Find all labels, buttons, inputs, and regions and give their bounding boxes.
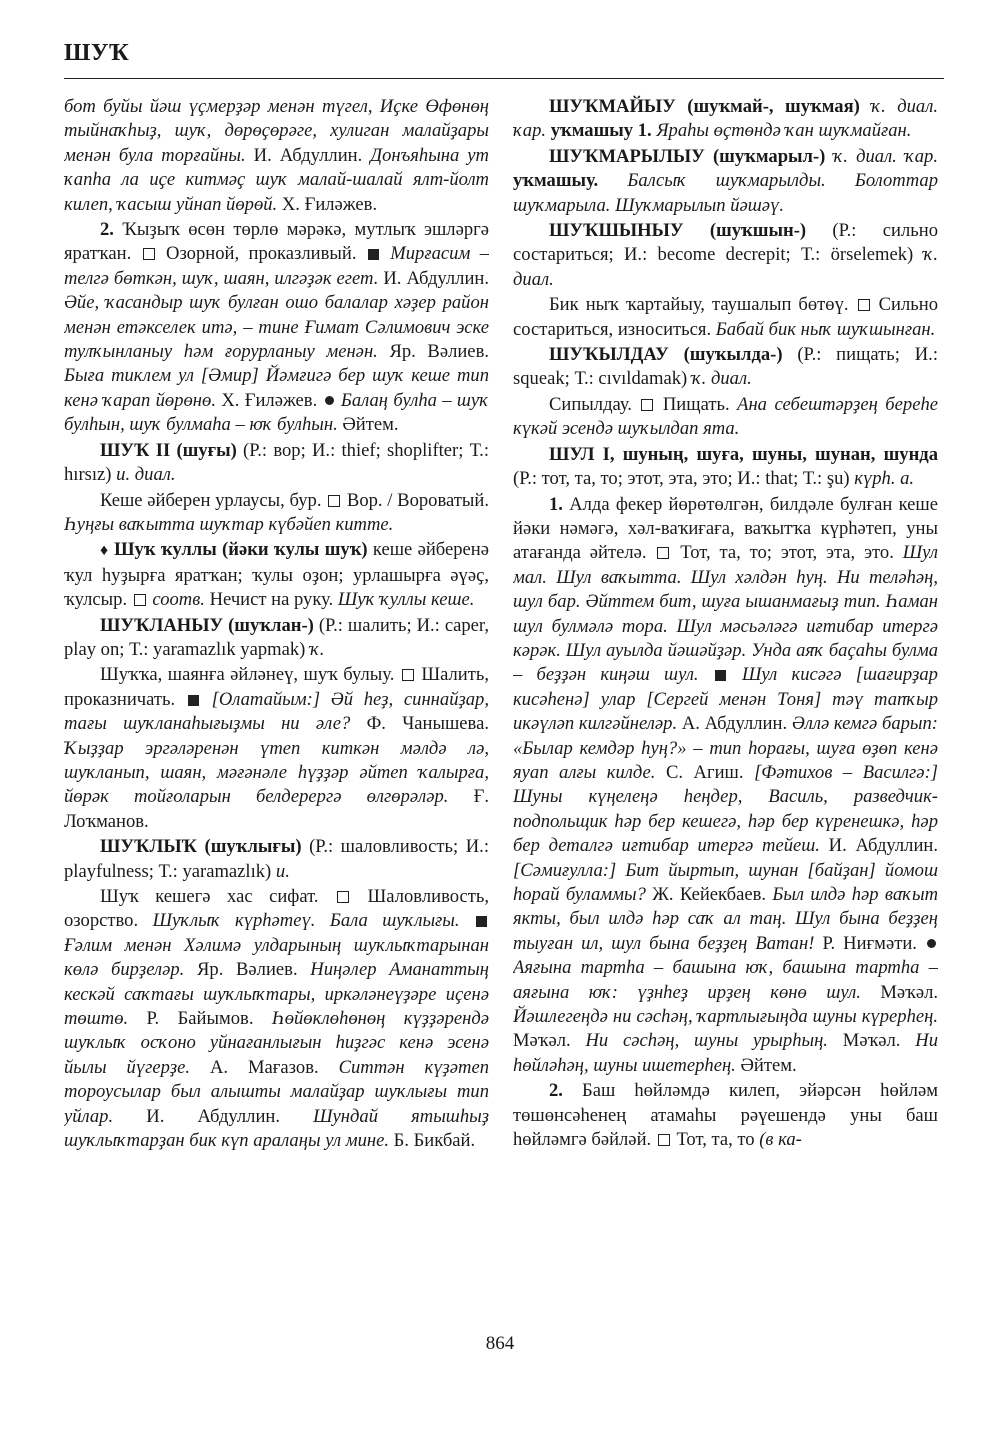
example-text: соотв. — [147, 589, 205, 611]
definition-text: (Р.: шалить; И.: caper, play on; Т.: yaramazlık yapmak) — [64, 614, 489, 660]
entry-keyword: ШУҠМАРЫЛЫУ (шуҡмарыл-) — [549, 145, 826, 167]
definition-text — [699, 664, 713, 685]
example-text: Һуңғы ваҡытта шуҡтар күбәйеп китте. — [64, 513, 394, 535]
example-text: Ситтән күҙәтеп тороусылар был алышты малайҙар шуҡлығы тип уйлар. — [64, 1056, 489, 1127]
example-text: Йәшлегеңдә ни сәсһәң, ҡартлығыңда шуны күрерһең. — [513, 1006, 938, 1028]
entry-paragraph — [513, 95, 938, 144]
definition-text: И. Абдуллин. — [378, 267, 489, 289]
entry-paragraph — [513, 343, 938, 392]
left-column — [64, 95, 489, 1325]
definition-text: Шуҡ кешегә хас сифат. — [100, 886, 336, 907]
entry-paragraph — [513, 493, 938, 1079]
definition-text: Баш һөйләмдә килеп, эйәрсән һөйләм төшөнсәһенең атамаһы рәүешендә уны баш һөйләмгә бәйләй. — [513, 1080, 938, 1151]
translation-square-icon — [641, 399, 653, 411]
example-text: Шундай ятышһыҙ шуҡлыҡтарҙан бик күп аралаңы ул мине. — [64, 1105, 489, 1152]
translation-square-icon — [657, 547, 669, 559]
entry-keyword: ШУҠШЫНЫУ (шуҡшын-) — [549, 220, 807, 242]
definition-text: Ҡыҙыҡ өсөн төрлө мәрәкә, мутлыҡ эшләргә яратҡан. — [64, 219, 489, 265]
example-text: (в ка- — [759, 1129, 802, 1151]
entry-keyword: ШУҠ II (шуғы) — [100, 439, 237, 461]
entry-keyword: 1. — [549, 493, 563, 515]
example-text: Ғәлим менән Хәлимә улдарының шуҡлыҡтарынан көлә бирҙеләр. — [64, 934, 489, 981]
example-black-square-icon — [715, 670, 726, 681]
proverb-bullet-icon — [927, 939, 936, 948]
entry-paragraph — [64, 439, 489, 488]
example-black-square-icon — [188, 695, 199, 706]
definition-text: С. Агиш. — [655, 761, 755, 783]
example-text: [Сәмиғулла:] Бит йыртып, шунан [байҙан] йомош һорай буламмы? — [513, 859, 938, 905]
example-text: Шуҡ ҡуллы кеше. — [337, 589, 475, 611]
definition-text: Ф. Чанышева. — [350, 713, 489, 735]
example-text: бот буйы йәш үҫмерҙәр менән түгел, Иҫке Өфөнөң тыйнаҡһыҙ, шуҡ, дөрөҫөрәге, хулиган малайҙары менән була торғайны. — [64, 96, 489, 166]
example-text: күрһ. а. — [854, 468, 915, 490]
example-text: Был илдә һәр ваҡыт якты, был илдә һәр саҡ ал таң. Шул бына беҙҙең тыуған ил, шул бына беҙҙең Ватан! — [513, 884, 938, 954]
entry-keyword: 2. — [549, 1080, 563, 1102]
entry-paragraph — [513, 219, 938, 292]
running-headword: ШУҠ — [64, 40, 130, 66]
definition-text: Яр. Вәлиев. — [377, 341, 489, 363]
entry-paragraph — [64, 489, 489, 538]
definition-text: Әйтем. — [337, 414, 399, 436]
example-text: Бабай бик ныҡ шуҡшынған. — [715, 318, 936, 340]
example-text: Ҡыҙҙар эргәләренән үтеп киткән мәлдә лә, шуҡланып, шаян, мәғәнәле һүҙҙәр әйтеп ҡалырға, йөрәк тойғоларын белдерергә өлгөрәләр. — [64, 737, 489, 808]
example-text: Әллә кемгә барып: «Былар кемдәр һуң?» – тип һорағы, шуға өҙөп кенә яуап алғы килде. — [513, 713, 938, 783]
entry-paragraph — [64, 663, 489, 834]
example-text: ҡ. диал. — [691, 368, 752, 390]
entry-paragraph — [513, 293, 938, 342]
example-text: и. диал. — [116, 464, 176, 486]
entry-paragraph — [513, 443, 938, 492]
page-number: 864 — [485, 1333, 515, 1354]
entry-paragraph — [64, 885, 489, 1153]
example-text: Аяғына тартһа – башына юҡ, башына тартһа – аяғына юҡ: үҙнһеҙ ирҙең көнө шул. — [513, 957, 938, 1003]
example-text: и. — [275, 860, 290, 882]
definition-text: Озорной, проказливый. — [156, 243, 366, 265]
translation-square-icon — [402, 669, 414, 681]
definition-text: И. Абдуллин. — [113, 1105, 314, 1127]
example-black-square-icon — [368, 249, 379, 260]
definition-text: Х. Ғиләжев. — [277, 193, 378, 215]
entry-keyword: ШУҠЛАНЫУ (шуҡлан-) — [100, 614, 314, 636]
example-text: Балсыҡ шуҡмарылды. Болоттар шуҡмарыла. Шуҡмарылып йәшәү. — [513, 170, 938, 216]
definition-text: Р. Байымов. — [128, 1008, 272, 1030]
entry-keyword: ШУҠЫЛДАУ (шуҡылда-) — [549, 344, 783, 366]
right-column — [513, 95, 938, 1325]
definition-text: Мәҡәл. — [860, 981, 938, 1003]
definition-text: (Р.: пищать; И.: squeak; Т.: cıvıldamak) — [513, 344, 938, 390]
entry-paragraph — [513, 145, 938, 218]
example-text: Донъяһына ут ҡапһа ла иҫе китмәҫ шуҡ малай-шалай ялт-йолт килеп, ҡасыш уйнап йөрөй. — [64, 144, 489, 215]
example-text: Ни һөйләһәң, шуны ишетерһең. — [513, 1030, 938, 1076]
example-text: Быға тиклем ул [Әмир] Йәмғигә бер шуҡ кеше тип кенә ҡарап йөрөнө. — [64, 365, 489, 411]
definition-text: И. Абдуллин. — [245, 144, 371, 166]
example-text: Шул мал. Шул ваҡытта. Шул хәлдән һуң. Ни теләһәң, шул бар. Әйттем бит, шуға ышанмағыҙ тип. Һаман шул булмәлә тора. Шул мәсьәләгә иғтибар итергә кәрәк. Шул ауылда йәшәйҙәр. Унда аяҡ баҫаһы булма – беҙҙән киңәш шул. — [513, 542, 938, 686]
entry-paragraph — [64, 218, 489, 438]
example-text: ҡ. диал. — [513, 244, 938, 290]
translation-square-icon — [143, 248, 155, 260]
definition-text: Мәҡәл. — [827, 1030, 916, 1052]
entry-keyword: ШУЛ I, шуның, шуға, шуны, шунан, шунда — [549, 443, 938, 465]
example-text: Әйе, ҡасандыр шуҡ булған ошо балалар хәҙер район менән етәкселек итә, – тине Ғимат Сәлимович эске тулҡынланыу һәм ғорурланыу менән. — [64, 292, 489, 363]
phrase-diamond-icon: ♦ — [100, 542, 109, 560]
translation-square-icon — [328, 495, 340, 507]
definition-text: Бик ныҡ ҡартайыу, таушалып бөтөү. — [549, 294, 856, 316]
entry-keyword: Шуҡ ҡуллы (йәки ҡулы шуҡ) — [108, 539, 368, 561]
definition-text: Сипылдау. — [549, 393, 640, 415]
example-text: ҡ. диал. ҡар. — [825, 145, 938, 167]
entry-paragraph — [513, 393, 938, 442]
definition-text: Вор. / Вороватый. — [342, 489, 489, 511]
definition-text: Шаловливость, озорство. — [64, 886, 489, 932]
definition-text: Алда фекер йөрөтөлгән, билдәле булған кеше йәки нәмәгә, хәл-ваҡиғаға, ваҡытҡа күрһәтеп, уны атағанда әйтелә. — [513, 493, 938, 564]
example-text: Яраһы өҫтөндә ҡан шуҡмайған. — [651, 120, 912, 142]
example-text: Ниңәлер Аманаттың кескәй саҡтағы шуҡлыҡтары, иркәләнеүҙәре иҫенә төштө. — [64, 959, 489, 1030]
definition-text: Кеше әйберен урлаусы, бур. — [100, 489, 327, 511]
definition-text: (Р.: шаловливость; И.: playfulness; Т.: yaramazlık) — [64, 836, 489, 882]
definition-text: И. Абдуллин. — [819, 835, 938, 857]
definition-text: Х. Ғиләжев. — [215, 389, 323, 411]
proverb-bullet-icon — [325, 396, 334, 405]
definition-text — [460, 910, 474, 931]
example-text: Мирғасим – телгә бөткән, шуҡ, шаян, илгәҙәк егет. — [64, 243, 489, 289]
entry-keyword: уҡмашыу 1. — [546, 120, 652, 142]
example-text: Ана себештәрҙең береһе күкәй эсендә шуҡылдап ята. — [513, 393, 938, 440]
page-header — [64, 32, 944, 79]
translation-square-icon — [658, 1134, 670, 1146]
entry-paragraph — [513, 1079, 938, 1152]
entry-keyword: ШУҠМАЙЫУ (шуҡмай-, шуҡмая) — [549, 96, 860, 117]
example-black-square-icon — [476, 916, 487, 927]
definition-text: Б. Бикбай. — [389, 1130, 476, 1152]
example-text: Балаң булһа – шуҡ булһын, шуҡ булмаһа – юҡ булһын. — [64, 389, 489, 436]
definition-text: Ғ. Лоҡманов. — [64, 786, 489, 832]
example-text: [Фәтихов – Василгә:] Шуны күңелеңә һеңдер, Василь, разведчик-подпольщик һәр бер кешегә, һәр бер күренешкә, һәр бер деталгә иғтибар итергә тейеш. — [513, 761, 938, 857]
translation-square-icon — [134, 594, 146, 606]
definition-text: Әйтем. — [735, 1054, 797, 1076]
definition-text: Мәҡәл. — [513, 1030, 586, 1052]
definition-text: Шуҡҡа, шаянға әйләнеү, шуҡ булыу. — [100, 664, 400, 686]
definition-text: Тот, та, то; этот, эта, это. — [671, 542, 903, 564]
definition-text: Яр. Вәлиев. — [184, 959, 311, 981]
definition-text: Тот, та, то — [671, 1129, 760, 1151]
translation-square-icon — [858, 299, 870, 311]
definition-text: (Р.: вор; И.: thief; shoplifter; Т.: hırsız) — [64, 439, 489, 486]
definition-text: (Р.: сильно состариться; И.: become decrepit; Т.: örselemek) — [513, 220, 938, 266]
definition-text: Нечист на руку. — [204, 589, 338, 611]
definition-text: А. Абдуллин. — [677, 713, 792, 735]
definition-text: (Р.: тот, та, то; этот, эта, это; И.: that; Т.: şu) — [513, 468, 855, 490]
definition-text: Шалить, проказничать. — [64, 664, 489, 710]
definition-text: Р. Ниғмәти. — [814, 932, 925, 954]
definition-text: кеше әйберенә ҡул һуҙырға яратҡан; ҡулы оҙон; урлашырға әүәҫ, ҡулсыр. — [64, 539, 489, 611]
example-text: Шул кисәгә [шағирҙар кисәһенә] улар [Сергей менән Тоня] тәү тапҡыр икәүләп килгәйнеләр. — [513, 664, 938, 735]
definition-text: Сильно состариться, износиться. — [513, 294, 938, 340]
entry-paragraph — [64, 538, 489, 612]
entry-keyword: уҡмашыу. — [513, 170, 599, 192]
example-text: Һөйөклөһөнөң күҙҙәрендә шуҡлыҡ осҡоно уйнағанлығын һиҙгәс кенә эсенә йылы йүгерҙе. — [64, 1008, 489, 1078]
example-text: ҡ. — [309, 638, 325, 660]
definition-text: А. Мағазов. — [190, 1056, 339, 1078]
example-text: [Олатайым:] Әй һеҙ, синнайҙар, тағы шуҡланаһығыҙмы ни әле? — [64, 688, 489, 735]
example-text: ҡ. диал. ҡар. — [513, 96, 938, 142]
entry-paragraph — [64, 95, 489, 217]
example-text: Шуҡлыҡ күрһәтеү. Бала шуҡлығы. — [152, 910, 460, 932]
translation-square-icon — [337, 891, 349, 903]
definition-text: Пищать. — [655, 393, 738, 415]
entry-keyword: ШУҠЛЫҠ (шуҡлығы) — [100, 836, 302, 858]
entry-paragraph — [64, 835, 489, 884]
example-text: Ни сәсһәң, шуны урырһың. — [585, 1030, 828, 1052]
definition-text: Ж. Кейекбаев. — [645, 884, 773, 905]
entry-keyword: 2. — [100, 219, 114, 241]
entry-paragraph — [64, 614, 489, 663]
